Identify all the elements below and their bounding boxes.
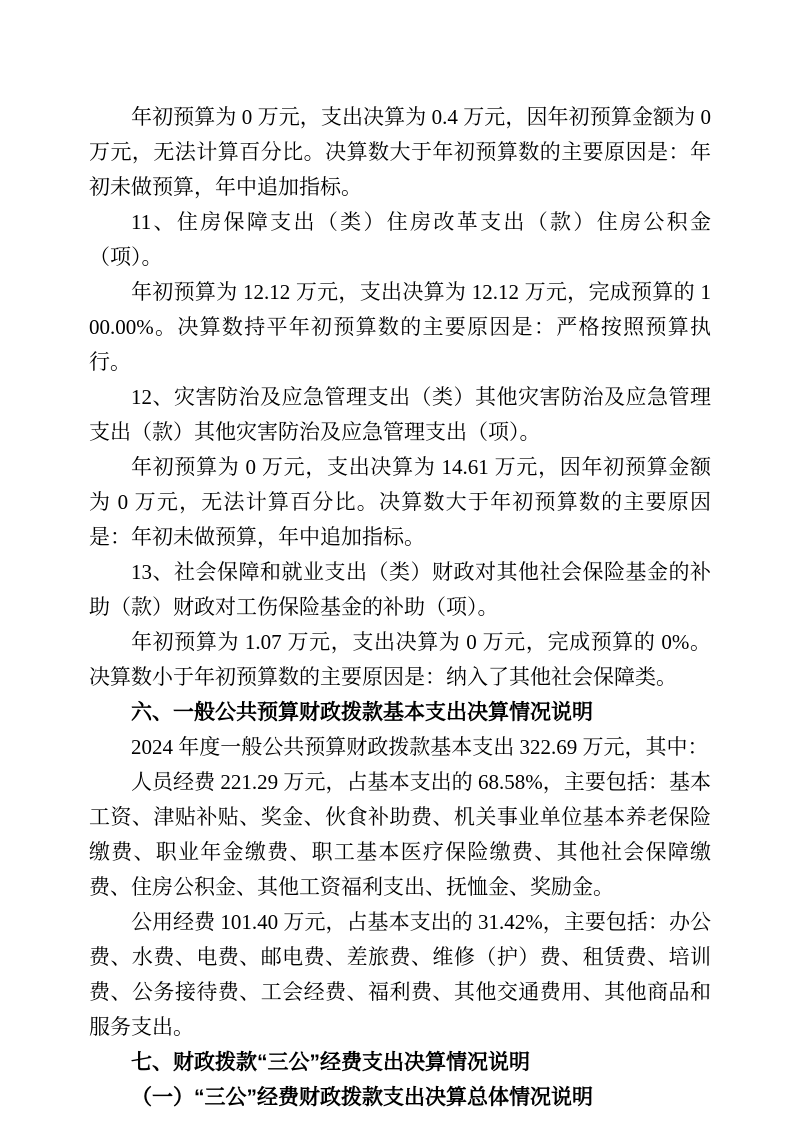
section-heading: （一）“三公”经费财政拨款支出决算总体情况说明 [131, 1086, 593, 1109]
paragraph: 2024 年度一般公共预算财政拨款基本支出 322.69 万元，其中： [131, 735, 709, 759]
paragraph: 12、灾害防治及应急管理支出（类）其他灾害防治及应急管理支出（款）其他灾害防治及应急管理支出（项）。 [89, 385, 711, 444]
paragraph: 年初预算为 0 万元，支出决算为 14.61 万元，因年初预算金额为 0 万元，无法计算百分比。决算数大于年初预算数的主要原因是：年初未做预算，年中追加指标。 [89, 455, 711, 549]
paragraph: 公用经费 101.40 万元，占基本支出的 31.42%，主要包括：办公费、水费、电费、邮电费、差旅费、维修（护）费、租赁费、培训费、公务接待费、工会经费、福利费、其他交通费用、其他商品和服务支出。 [89, 910, 711, 1039]
paragraph: 13、社会保障和就业支出（类）财政对其他社会保险基金的补助（款）财政对工伤保险基金的补助（项）。 [89, 560, 711, 619]
paragraph: 11、住房保障支出（类）住房改革支出（款）住房公积金（项）。 [89, 210, 711, 269]
paragraph: 年初预算为 1.07 万元，支出决算为 0 万元，完成预算的 0%。决算数小于年初预算数的主要原因是：纳入了其他社会保障类。 [89, 630, 711, 689]
section-heading: 七、财政拨款“三公”经费支出决算情况说明 [131, 1051, 530, 1074]
paragraph: 年初预算为 0 万元，支出决算为 0.4 万元，因年初预算金额为 0 万元，无法计算百分比。决算数大于年初预算数的主要原因是：年初未做预算，年中追加指标。 [89, 105, 711, 199]
section-heading: 六、一般公共预算财政拨款基本支出决算情况说明 [131, 701, 593, 724]
document-body [89, 100, 711, 1115]
paragraph: 年初预算为 12.12 万元，支出决算为 12.12 万元，完成预算的 100.00%。决算数持平年初预算数的主要原因是：严格按照预算执行。 [89, 280, 711, 374]
paragraph: 人员经费 221.29 万元，占基本支出的 68.58%，主要包括：基本工资、津贴补贴、奖金、伙食补助费、机关事业单位基本养老保险缴费、职业年金缴费、职工基本医疗保险缴费、其他社会保障缴费、住房公积金、其他工资福利支出、抚恤金、奖励金。 [89, 770, 711, 899]
